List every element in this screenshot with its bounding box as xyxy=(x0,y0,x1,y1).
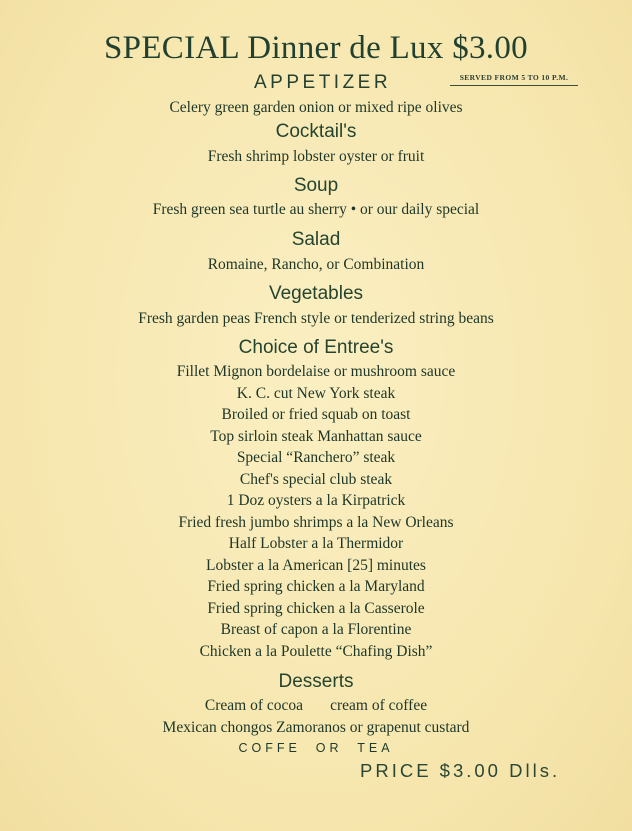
entree-item: Fried fresh jumbo shrimps a la New Orleans xyxy=(178,514,454,531)
salad-heading: Salad xyxy=(291,229,341,250)
desserts-item-2: Mexican chongos Zamoranos or grapenut custard xyxy=(162,719,470,736)
entree-item: Fillet Mignon bordelaise or mushroom sauce xyxy=(176,363,456,380)
entree-item: Breast of capon a la Florentine xyxy=(220,621,412,638)
desserts-heading: Desserts xyxy=(278,671,354,692)
appetizer-heading: APPETIZER xyxy=(254,72,392,93)
entree-item: 1 Doz oysters a la Kirpatrick xyxy=(226,492,406,509)
menu-price: PRICE $3.00 Dlls. xyxy=(360,760,561,781)
entree-item: Chef's special club steak xyxy=(239,471,393,488)
entree-item: Fried spring chicken a la Maryland xyxy=(207,578,425,595)
desserts-item-1: Cream of cocoa cream of coffee xyxy=(204,697,428,714)
soup-item: Fresh green sea turtle au sherry • or our daily special xyxy=(152,201,480,218)
entree-item: Lobster a la American [25] minutes xyxy=(206,557,426,574)
vegetables-heading: Vegetables xyxy=(268,283,364,304)
entree-item: Broiled or fried squab on toast xyxy=(221,406,411,423)
cocktails-heading: Cocktail's xyxy=(275,121,357,142)
entree-item: Chicken a la Poulette “Chafing Dish” xyxy=(199,643,433,660)
appetizer-item: Celery green garden onion or mixed ripe olives xyxy=(169,99,463,116)
cocktails-item: Fresh shrimp lobster oyster or fruit xyxy=(207,148,425,165)
entree-item: Fried spring chicken a la Casserole xyxy=(207,600,425,617)
vegetables-item: Fresh garden peas French style or tenderized string beans xyxy=(138,310,494,327)
entrees-heading: Choice of Entree's xyxy=(238,337,394,358)
entree-item: Top sirloin steak Manhattan sauce xyxy=(210,428,422,445)
served-hours-note: SERVED FROM 5 TO 10 P.M. xyxy=(450,73,578,86)
entree-item: K. C. cut New York steak xyxy=(236,385,396,402)
menu-title: SPECIAL Dinner de Lux $3.00 xyxy=(104,30,528,66)
coffee-tea-line: COFFE OR TEA xyxy=(238,741,394,755)
soup-heading: Soup xyxy=(293,175,339,196)
entree-item: Special “Ranchero” steak xyxy=(236,449,396,466)
salad-item: Romaine, Rancho, or Combination xyxy=(207,256,425,273)
entree-item: Half Lobster a la Thermidor xyxy=(228,535,404,552)
